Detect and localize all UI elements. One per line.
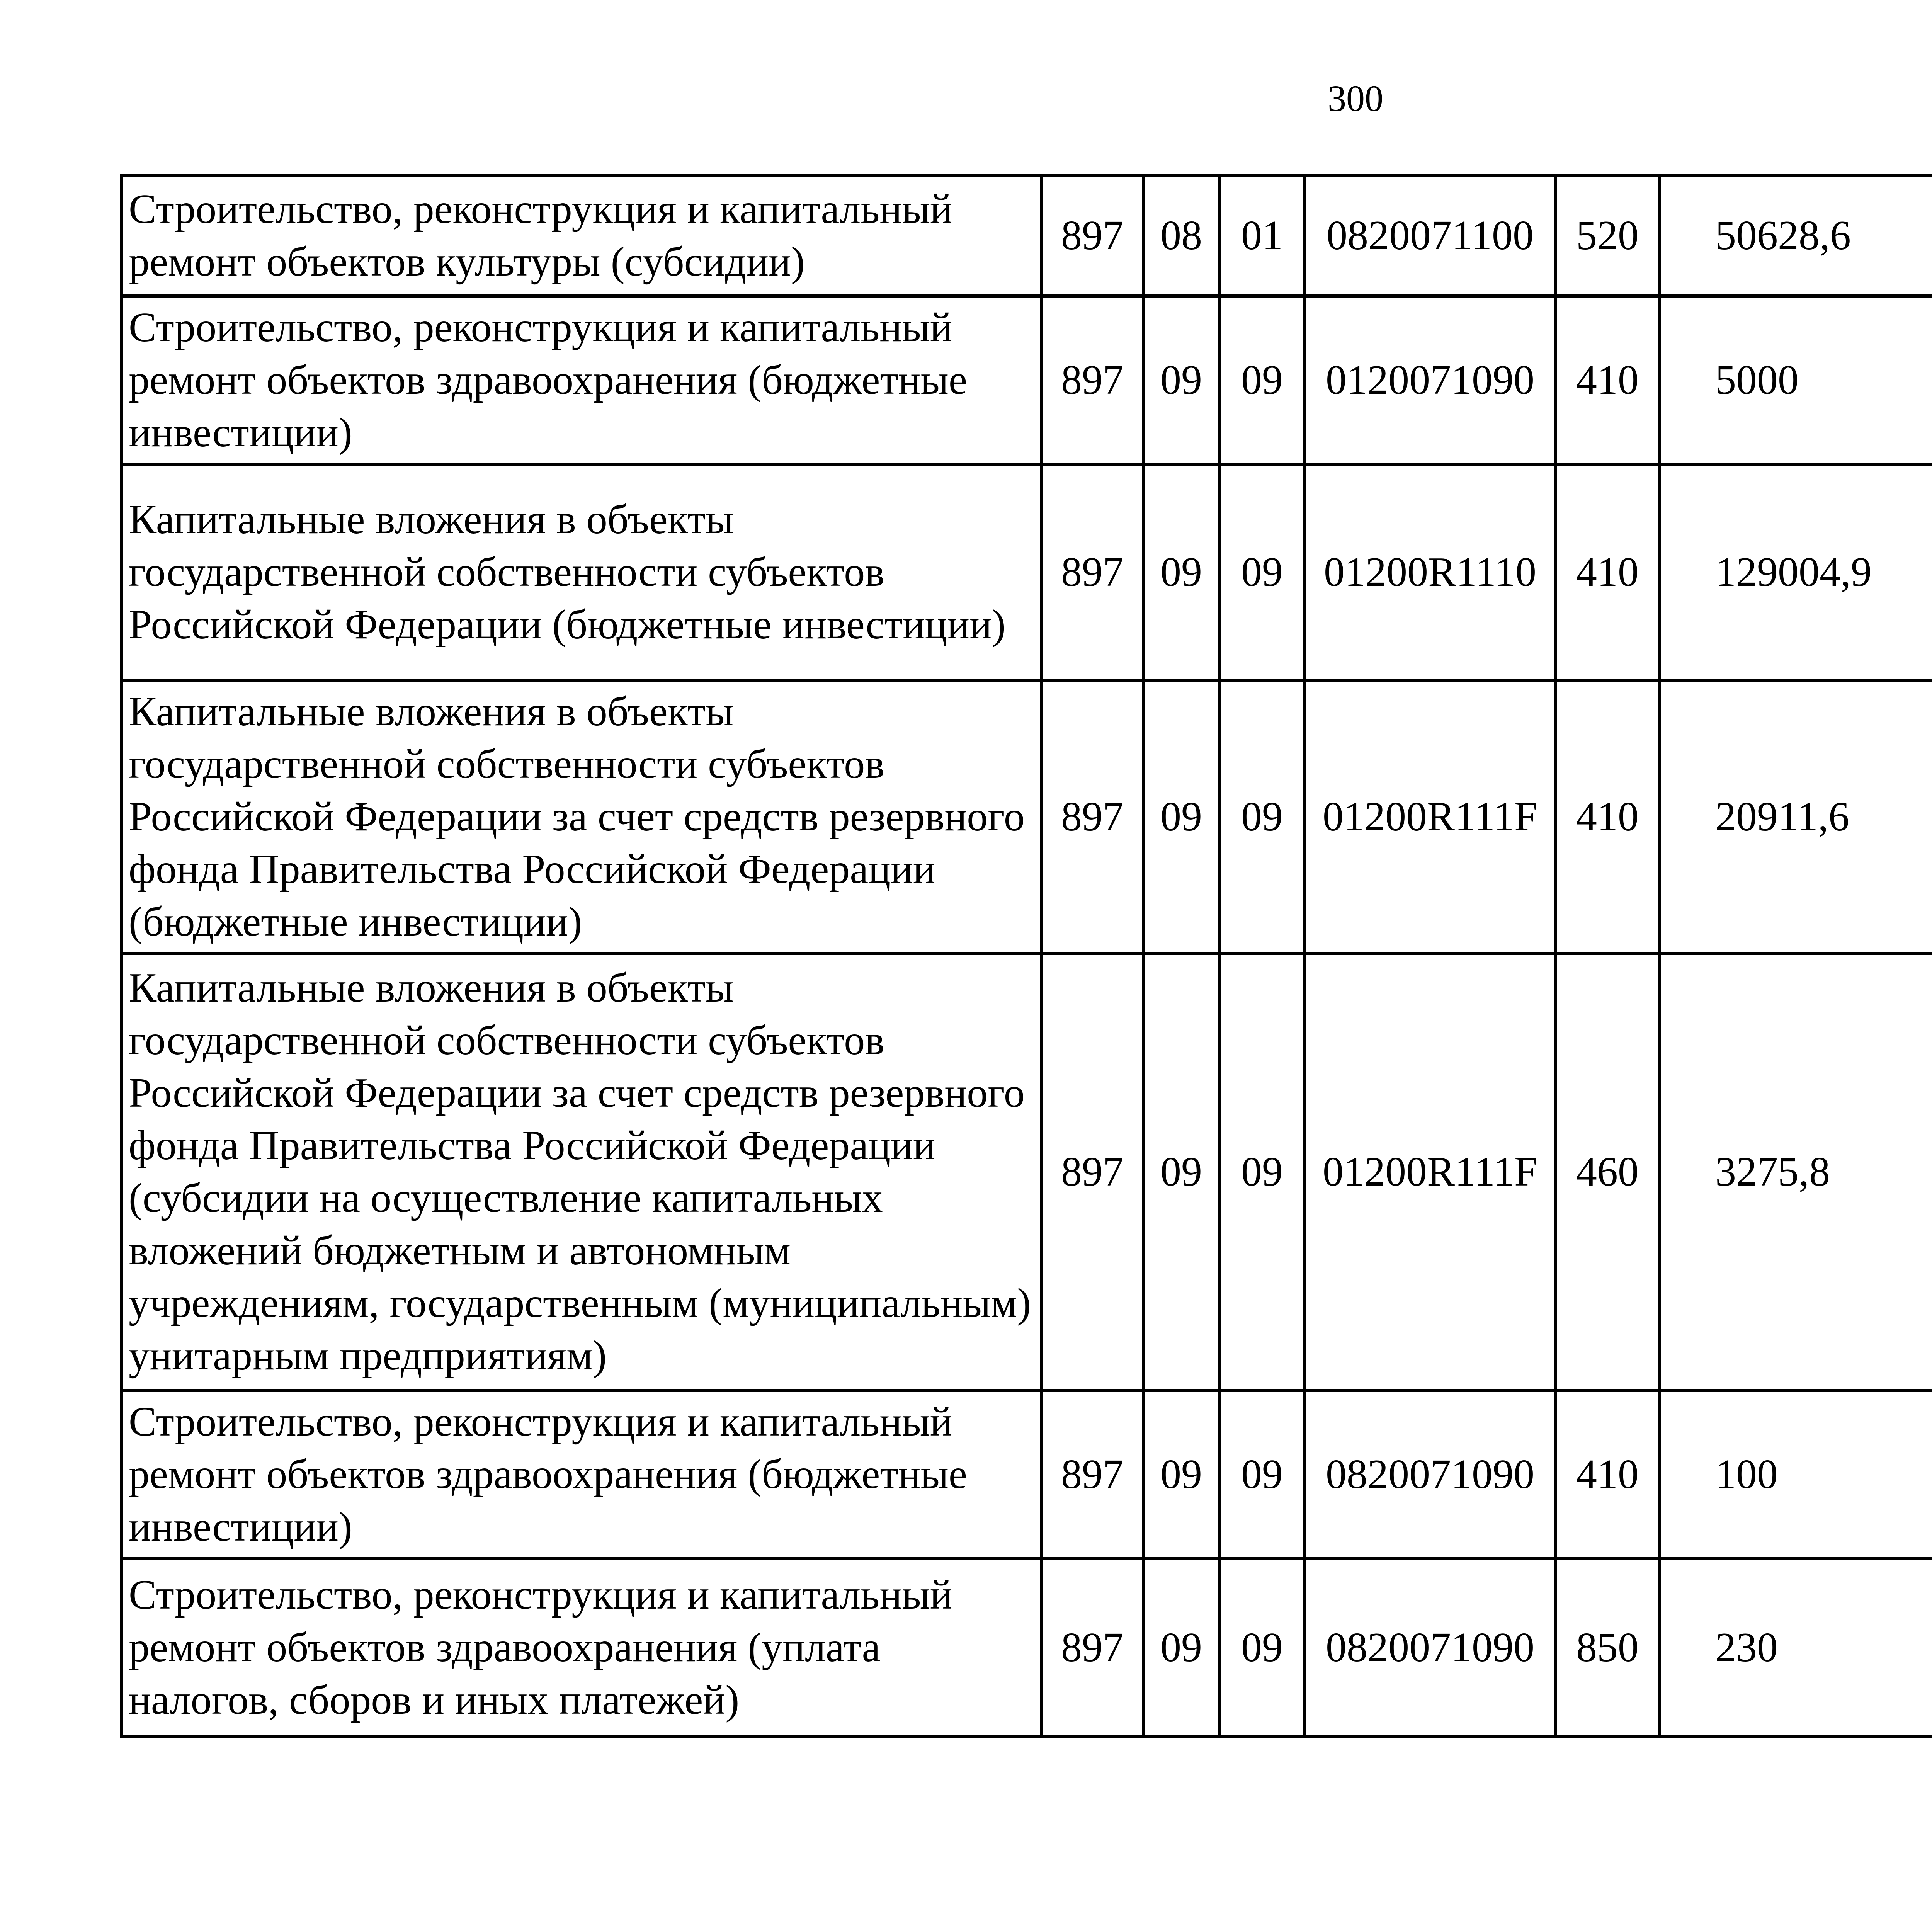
row-pr: 09	[1219, 680, 1305, 954]
row-pr: 09	[1219, 1390, 1305, 1559]
row-name: Капитальные вложения в объекты государственной собственности субъектов Российской Федерации за счет средств резервного фонда Правительства Российской Федерации (субсидии на осуществление капитальных вложений бюджетным и автономным учреждениям, государственным (муниципальным) унитарным предприятиям)	[122, 954, 1041, 1390]
row-name: Строительство, реконструкция и капитальный ремонт объектов здравоохранения (уплата налогов, сборов и иных платежей)	[122, 1559, 1041, 1737]
row-rz: 09	[1143, 954, 1219, 1390]
row-sum-1: 20911,6	[1660, 680, 1932, 954]
row-sum-1: 129004,9	[1660, 464, 1932, 680]
row-csr: 0820071090	[1305, 1559, 1555, 1737]
row-vr: 410	[1555, 296, 1660, 464]
row-grbs: 897	[1041, 175, 1143, 296]
row-grbs: 897	[1041, 680, 1143, 954]
row-vr: 410	[1555, 680, 1660, 954]
row-grbs: 897	[1041, 464, 1143, 680]
row-vr: 410	[1555, 1390, 1660, 1559]
row-sum-1: 50628,6	[1660, 175, 1932, 296]
row-rz: 09	[1143, 1559, 1219, 1737]
row-grbs: 897	[1041, 1390, 1143, 1559]
row-pr: 09	[1219, 954, 1305, 1390]
table-row	[122, 1559, 1932, 1737]
row-pr: 09	[1219, 1559, 1305, 1737]
row-sum-1: 230	[1660, 1559, 1932, 1737]
row-name: Капитальные вложения в объекты государственной собственности субъектов Российской Федерации (бюджетные инвестиции)	[122, 464, 1041, 680]
table-row	[122, 175, 1932, 296]
row-vr: 410	[1555, 464, 1660, 680]
table-row	[122, 296, 1932, 464]
table-row	[122, 464, 1932, 680]
row-grbs: 897	[1041, 296, 1143, 464]
table-row	[122, 1390, 1932, 1559]
row-vr: 850	[1555, 1559, 1660, 1737]
row-sum-1: 5000	[1660, 296, 1932, 464]
row-grbs: 897	[1041, 954, 1143, 1390]
row-rz: 08	[1143, 175, 1219, 296]
row-name: Капитальные вложения в объекты государственной собственности субъектов Российской Федерации за счет средств резервного фонда Правительства Российской Федерации (бюджетные инвестиции)	[122, 680, 1041, 954]
row-pr: 01	[1219, 175, 1305, 296]
table-row	[122, 680, 1932, 954]
row-pr: 09	[1219, 464, 1305, 680]
row-name: Строительство, реконструкция и капитальный ремонт объектов здравоохранения (бюджетные инвестиции)	[122, 296, 1041, 464]
row-vr: 520	[1555, 175, 1660, 296]
row-csr: 0120071090	[1305, 296, 1555, 464]
row-name: Строительство, реконструкция и капитальный ремонт объектов здравоохранения (бюджетные инвестиции)	[122, 1390, 1041, 1559]
row-csr: 01200R1110	[1305, 464, 1555, 680]
row-rz: 09	[1143, 1390, 1219, 1559]
table-row	[122, 954, 1932, 1390]
row-csr: 0820071090	[1305, 1390, 1555, 1559]
row-csr: 01200R111F	[1305, 680, 1555, 954]
page-number: 300	[1328, 78, 1383, 119]
row-csr: 0820071100	[1305, 175, 1555, 296]
row-rz: 09	[1143, 296, 1219, 464]
row-vr: 460	[1555, 954, 1660, 1390]
row-grbs: 897	[1041, 1559, 1143, 1737]
row-csr: 01200R111F	[1305, 954, 1555, 1390]
row-name: Строительство, реконструкция и капитальный ремонт объектов культуры (субсидии)	[122, 175, 1041, 296]
row-sum-1: 3275,8	[1660, 954, 1932, 1390]
row-pr: 09	[1219, 296, 1305, 464]
budget-table	[120, 174, 1932, 1738]
row-rz: 09	[1143, 680, 1219, 954]
row-rz: 09	[1143, 464, 1219, 680]
row-sum-1: 100	[1660, 1390, 1932, 1559]
